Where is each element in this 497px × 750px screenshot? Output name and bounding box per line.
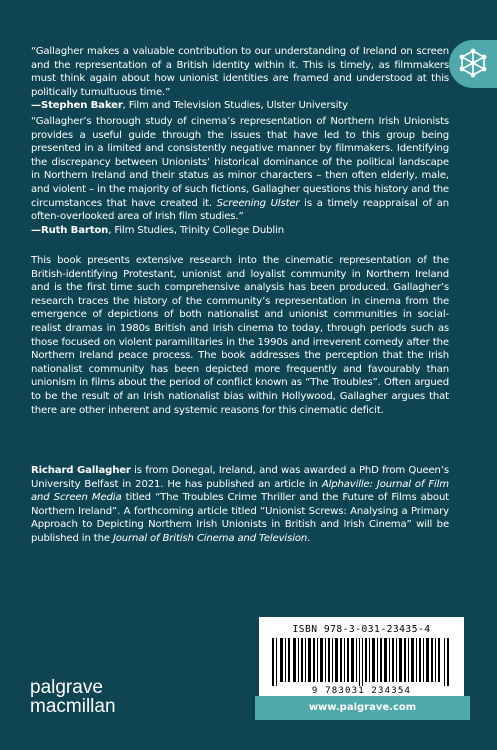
quote-affiliation: , Film Studies, Trinity College Dublin	[108, 224, 284, 236]
bio-text: .	[307, 532, 311, 544]
network-icon	[457, 47, 489, 79]
quote-text: “Gallagher makes a valuable contribution to our understanding of Ireland on screen and the representation of a British identity within it. This is timely, as filmmakers must think again about how unionist identities are framed and understood at this politically tumultuous time.”	[31, 46, 449, 98]
journal-title: Alphaville: Journal of Film and Screen Media	[31, 478, 449, 504]
barcode-digits: 9 783031 234354	[311, 686, 412, 696]
quote-attribution	[31, 224, 449, 238]
palgrave-logo-icon	[449, 40, 497, 88]
bio-text: titled “The Troubles Crime Thriller and the Future of Films about Northern Ireland”. A forthcoming article titled “Unionist Screws: Analysing a Primary Approach to Depicting Northern Irish Unionists in British and Irish Cinema” will be published in the	[31, 492, 449, 544]
bio-text: is from Donegal, Ireland, and was awarded a PhD from Queen’s University Belfast in 2021. He has published an article in	[31, 465, 449, 490]
isbn-label: ISBN 978-3-031-23435-4	[292, 624, 431, 635]
endorsement-quote-2	[31, 115, 449, 237]
book-title: Screening Ulster	[216, 197, 300, 209]
quote-text-end: is a timely reappraisal of an often-overlooked area of Irish film studies.”	[31, 197, 449, 223]
book-synopsis: This book presents extensive research into the cinematic representation of the British-identifying Protestant, unionist and loyalist community in Northern Ireland and is the first time such comprehensive analysis has been produced. Gallagher’s research traces the history of the community’s representation in cinema from the emergence of depictions of both nationalist and unionist communities in social-realist dramas in 1980s British and Irish cinema to today, through periods such as those focused on violent paramilitaries in the 1990s and irreverent comedy after the Northern Ireland peace process. The book addresses the perception that the Irish nationalist community has been depicted more frequently and favourably than unionism in films about the period of conflict known as “The Troubles”. Often argued to be the result of an Irish nationalist bias within Hollywood, Gallagher argues that there are other inherent and systemic reasons for this cinematic deficit.	[31, 255, 449, 416]
quote-affiliation: , Film and Television Studies, Ulster University	[122, 100, 348, 112]
author-bio	[31, 464, 449, 546]
author-name: Richard Gallagher	[31, 465, 131, 476]
endorsement-quote-1	[31, 45, 449, 113]
publisher-logo	[30, 678, 180, 716]
quote-text: “Gallagher’s thorough study of cinema’s representation of Northern Irish Unionists provides a useful guide through the issues that have led to this group being presented in a limited and consistently negative manner by filmmakers. Identifying the discrepancy between Unionists’ historical dominance of the political landscape in Northern Ireland and their status as minor characters – then often elderly, male, and violent – in the majority of such fictions, Gallagher questions this history and the circumstances that have created it.	[31, 116, 449, 209]
quote-attribution	[31, 99, 449, 113]
publisher-name-line1: palgrave	[30, 677, 103, 698]
isbn-barcode	[259, 617, 464, 702]
quote-author: —Stephen Baker	[31, 100, 123, 112]
publisher-url[interactable]: www.palgrave.com	[255, 696, 470, 720]
quote-author: —Ruth Barton	[31, 224, 109, 236]
journal-title: Journal of British Cinema and Television	[112, 532, 308, 544]
barcode-icon	[272, 638, 451, 686]
publisher-name-line2: macmillan	[30, 696, 116, 717]
